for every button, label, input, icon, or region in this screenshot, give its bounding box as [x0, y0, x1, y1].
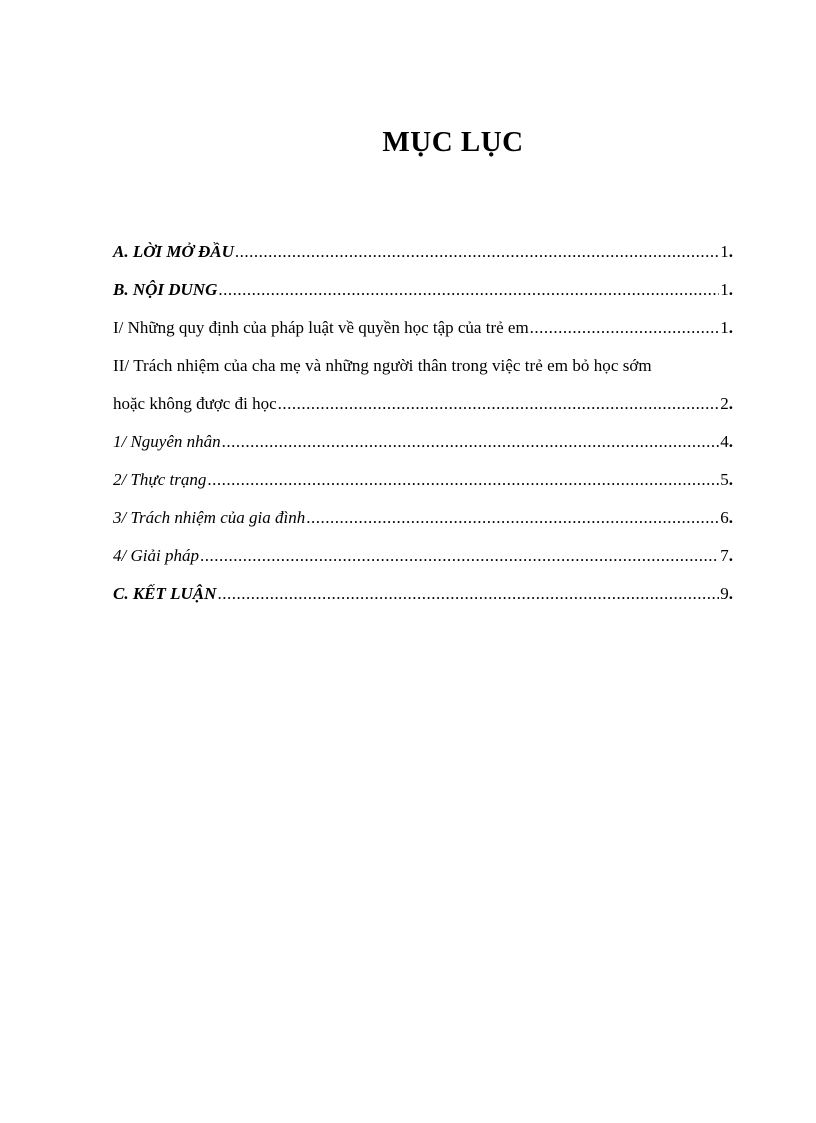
toc-entry-label: 3/ Trách nhiệm của gia đình [113, 508, 306, 527]
dot-leader [222, 423, 720, 461]
toc-page-number [720, 233, 733, 271]
toc-entry-label: C. KẾT LUẬN [113, 584, 217, 603]
page-number-value: 7 [720, 546, 729, 565]
toc-entry-label: 1/ Nguyên nhân [113, 432, 221, 451]
page-number-value: 1 [720, 318, 729, 337]
dot-leader [200, 537, 719, 575]
toc-entry-nguyen-nhan [113, 423, 733, 461]
dot-leader [217, 575, 719, 613]
dot-leader [306, 499, 719, 537]
dot-leader [530, 309, 720, 347]
page-number-value: 5 [720, 470, 729, 489]
toc-entry-trach-nhiem [113, 385, 733, 423]
toc-entry-giai-phap [113, 537, 733, 575]
toc-entry-label: I/ Những quy định của pháp luật về quyền học tập của trẻ em [113, 318, 529, 337]
toc-page-number [720, 309, 733, 347]
toc-entry-loi-mo-dau [113, 233, 733, 271]
toc-entry-label: A. LỜI MỞ ĐẦU [113, 242, 234, 261]
toc-entry-thuc-trang [113, 461, 733, 499]
toc-page-number [720, 575, 733, 613]
toc-page-number [720, 537, 733, 575]
toc-entry-label: hoặc không được đi học [113, 394, 277, 413]
toc-entry-label: 4/ Giải pháp [113, 546, 199, 565]
page-number-value: 1 [720, 242, 729, 261]
toc-entry-label: B. NỘI DUNG [113, 280, 218, 299]
page-number-value: 9 [720, 584, 729, 603]
dot-leader [218, 271, 719, 309]
toc-entry-label: 2/ Thực trạng [113, 470, 207, 489]
toc-entry-trach-nhiem-line1: II/ Trách nhiệm của cha mẹ và những người thân trong việc trẻ em bỏ học sớm [113, 356, 652, 375]
page-number-value: 6 [720, 508, 729, 527]
page-number-dot: . [728, 584, 733, 603]
toc-entry-trach-nhiem-gia-dinh [113, 499, 733, 537]
toc-page-number [720, 385, 733, 423]
page-number-value: 1 [720, 280, 729, 299]
page-number-dot: . [728, 432, 733, 451]
page-number-dot: . [728, 394, 733, 413]
page-number-dot: . [728, 508, 733, 527]
dot-leader [278, 385, 720, 423]
page-number-dot: . [728, 280, 733, 299]
table-of-contents [113, 233, 733, 613]
dot-leader [207, 461, 719, 499]
toc-page-number [720, 423, 733, 461]
toc-page-number [720, 461, 733, 499]
dot-leader [235, 233, 719, 271]
toc-page-number [720, 499, 733, 537]
page-title: MỤC LỤC [382, 126, 524, 158]
page-number-dot: . [728, 318, 733, 337]
page-number-value: 4 [720, 432, 729, 451]
toc-page-number [720, 271, 733, 309]
page-number-dot: . [728, 470, 733, 489]
toc-entry-noi-dung [113, 271, 733, 309]
toc-entry-quy-dinh-phap-luat [113, 309, 733, 347]
page-number-dot: . [728, 242, 733, 261]
page-number-dot: . [728, 546, 733, 565]
page-number-value: 2 [720, 394, 729, 413]
toc-entry-ket-luan [113, 575, 733, 613]
